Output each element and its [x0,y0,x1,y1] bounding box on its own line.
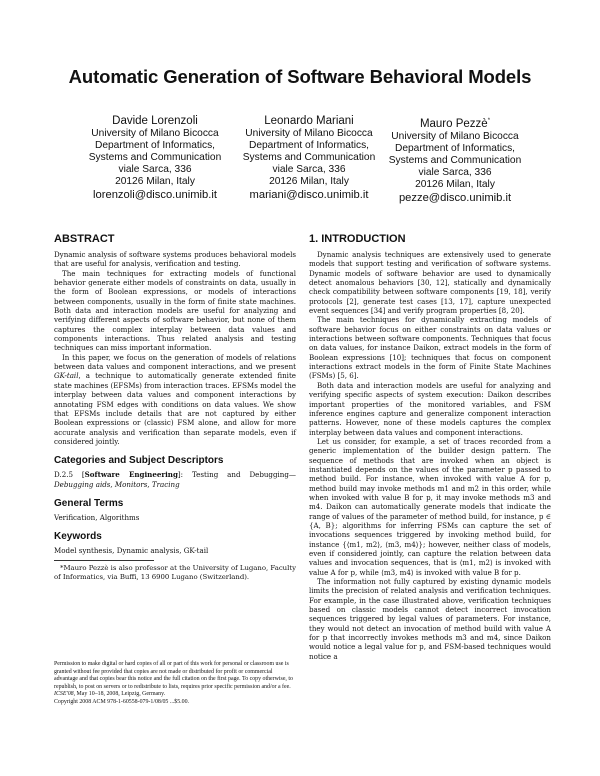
author-affiliation: University of Milano Bicocca [91,128,219,139]
author-footnote: *Mauro Pezzè is also professor at the University of Lugano, Faculty of Informatics, via Buffi, 13 6900 Lugano (Switzerland). [54,563,296,581]
author-affiliation: University of Milano Bicocca [245,128,373,139]
author-block-1 [70,114,240,202]
copyright-notice [54,661,296,707]
intro-paragraph-4: Let us consider, for example, a set of traces recorded from a generic implementation of the builder design pattern. The sequence of methods that are invoked when an object is instantiated depends on the values of the parameter p passed to method build. For instance, when invoked with value A for p, method build may invoke methods m1 and m2 in this order, while when invoked with value B for p, it may invoke methods m3 and m4. Daikon can automatically generate models that indicate the range of values of the parameter of method build, for instance, p ∈ {A, B}; algorithms for inferring FSMs can capture the set of invocations sequences triggered by invoking method build, for instance {⟨m1, m2⟩, ⟨m3, m4⟩}; however, neither class of models, even if considered jointly, can capture the relation between data values and invocation sequences, that is ⟨m1, m2⟩ is invoked with value A for p, while ⟨m3, m4⟩ is invoked with value B for p. [309,436,551,577]
abstract-paragraph-2: The main techniques for extracting models of functional behavior generate either models of constraints on data, usually in the form of Boolean expressions, or models of interactions between components, usually in the form of finite state machines. Both data and interaction models are useful for analyzing and verifying different aspects of software behavior, but none of them captures the complex interplay between data values and components interactions. Thus related analysis and testing techniques can miss important information. [54,268,296,353]
author-block-2 [224,114,394,202]
intro-paragraph-2: The main techniques for dynamically extracting models of software behavior focus on either constraints on data values or interactions between software components. Techniques that focus on data values, for instance Daikon, extract models in the form of Boolean expressions [10]; techniques that focus on component interactions extract models in the form of Finite State Machines (FSMs) [5, 6]. [309,315,551,381]
author-email: lorenzoli@disco.unimib.it [93,189,217,201]
venue-line: ICSE'08, May 10–18, 2008, Leipzig, Germany. [54,691,166,698]
author-email: pezze@disco.unimib.it [398,191,512,204]
author-footnote-mark: * [487,118,491,124]
keywords-heading: Keywords [54,531,102,543]
author-affiliation: Systems and Communication [242,152,376,163]
author-name: Mauro Pezzè* [419,117,491,130]
categories-heading: Categories and Subject Descriptors [54,455,224,467]
general-terms-heading: General Terms [54,497,124,509]
paper-title: Automatic Generation of Software Behavioral Models [68,66,532,87]
abstract-heading: ABSTRACT [54,233,115,245]
author-affiliation: Department of Informatics, [394,142,516,154]
permission-text: Permission to make digital or hard copies of all or part of this work for personal or classroom use is granted without fee provided that copies are not made or distributed for profit or commercial advantage and that copies bear this notice and the full citation on the first page. To copy otherwise, to republish, to post on servers or to redistribute to lists, requires prior specific permission and/or a fee. [54,661,293,690]
intro-paragraph-1: Dynamic analysis techniques are extensively used to generate models that support testing and verification of software systems. Dynamic models of software behavior are used to dynamically detect anomalous behaviors [30, 12], statically and dynamically check compatibility between software components [19, 18], verify protocols [2], generate test cases [13, 17], capture unexpected event sequences [34] and verify program properties [8, 20]. [309,250,551,316]
author-affiliation: viale Sarca, 336 [272,164,346,175]
abstract-paragraph-1: Dynamic analysis of software systems produces behavioral models that are useful for analysis, verification and testing. [54,250,296,269]
author-name: Davide Lorenzoli [112,115,198,127]
author-affiliation: Systems and Communication [388,154,522,166]
author-affiliation: 20126 Milan, Italy [415,178,495,190]
intro-paragraph-3: Both data and interaction models are useful for analyzing and verifying specific aspects of system execution: Daikon describes important properties of the monitored variables, and FSM inference engines capture and generalize component interaction patterns. However, none of these models captures the complex interplay between data values and component interactions. [309,380,551,437]
author-affiliation: viale Sarca, 336 [118,164,192,175]
right-column [309,233,551,661]
general-terms-text: Verification, Algorithms [54,512,140,522]
copyright-line: Copyright 2008 ACM 978-1-60558-079-1/08/05 ...$5.00. [54,698,189,705]
footnote-rule [54,560,154,561]
author-block-3 [370,114,540,205]
author-email: mariani@disco.unimib.it [249,189,369,201]
author-affiliation: Department of Informatics, [94,140,216,151]
author-name: Leonardo Mariani [264,115,354,127]
intro-paragraph-5: The information not fully captured by existing dynamic models limits the precision of related analysis and verification techniques. For example, in the case illustrated above, verification techniques based on classic models cannot detect incorrect invocation sequences triggered by legal values of parameters. For instance, they would not detect an invocation of method build with value A for p that incorrectly invokes methods m3 and m4, since Daikon would notice a legal value for p, and FSM-based techniques would notice a [309,577,551,661]
categories-text: D.2.5 [Software Engineering]: Testing and Debugging—Debugging aids, Monitors, Tracing [54,470,296,489]
author-affiliation: Systems and Communication [88,152,222,163]
author-affiliation: Department of Informatics, [248,140,370,151]
left-column [54,233,296,582]
introduction-heading: 1. INTRODUCTION [309,233,406,245]
abstract-paragraph-3: In this paper, we focus on the generation of models of relations between data values and component interactions, and we present GK-tail, a technique to automatically generate extended finite state machines (EFSMs) from interaction traces. EFSMs model the interplay between data values and component interactions by annotating FSM edges with conditions on data values. We show that EFSMs include details that are not captured by either Boolean expressions or (classic) FSM alone, and allow for more accurate analysis and verification than separate models, even if considered jointly. [54,352,296,446]
author-affiliation: University of Milano Bicocca [391,130,519,142]
author-affiliation: 20126 Milan, Italy [269,176,349,187]
author-affiliation: 20126 Milan, Italy [115,176,195,187]
keywords-text: Model synthesis, Dynamic analysis, GK-tail [54,546,209,556]
author-affiliation: viale Sarca, 336 [418,166,492,178]
